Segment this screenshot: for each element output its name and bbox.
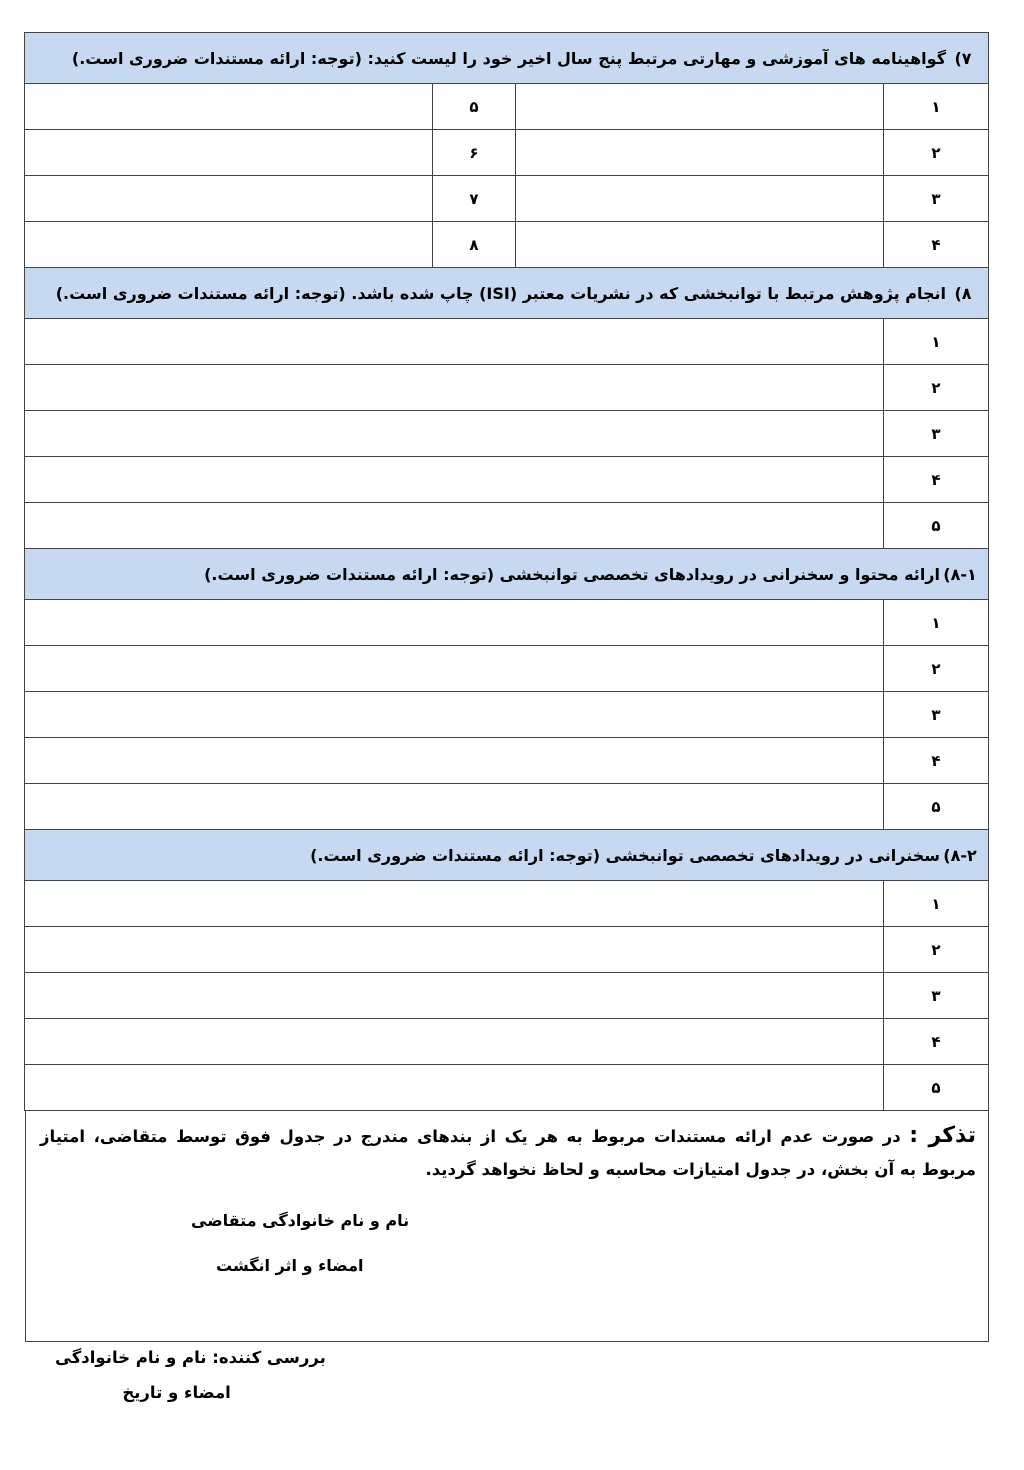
section-8-title: انجام پژوهش مرتبط با توانبخشی که در نشریات معتبر (ISI) چاپ شده باشد. (توجه: ارائه مستندات ضروری است.) — [55, 283, 946, 303]
reviewer-block — [55, 1340, 326, 1410]
applicant-signature-label: امضاء و اثر انگشت — [216, 1256, 364, 1275]
section-8-2-title: سخنرانی در رویدادهای تخصصی توانبخشی (توجه: ارائه مستندات ضروری است.) — [310, 845, 940, 865]
entry-field[interactable] — [24, 692, 883, 738]
section-8-2-number: ۸-۲) — [943, 845, 977, 865]
entry-field[interactable] — [24, 319, 883, 365]
section-7-header — [24, 33, 988, 84]
row-index: ۱ — [884, 319, 989, 365]
row-index: ۷ — [433, 176, 516, 222]
entry-field[interactable] — [24, 600, 883, 646]
section-8-1-title: ارائه محتوا و سخنرانی در رویدادهای تخصصی توانبخشی (توجه: ارائه مستندات ضروری است.) — [204, 564, 940, 584]
entry-field[interactable] — [24, 881, 883, 927]
note-text — [26, 1111, 988, 1186]
reviewer-name-label: بررسی کننده: نام و نام خانوادگی — [55, 1348, 326, 1367]
row-index: ۴ — [884, 1019, 989, 1065]
entry-field[interactable] — [24, 784, 883, 830]
entry-field[interactable] — [516, 130, 884, 176]
entry-field[interactable] — [24, 365, 883, 411]
row-index: ۱ — [884, 881, 989, 927]
entry-field[interactable] — [24, 84, 432, 130]
row-index: ۲ — [884, 927, 989, 973]
entry-field[interactable] — [516, 222, 884, 268]
row-index: ۳ — [884, 411, 989, 457]
entry-field[interactable] — [24, 130, 432, 176]
entry-field[interactable] — [24, 646, 883, 692]
entry-field[interactable] — [24, 1019, 883, 1065]
entry-field[interactable] — [516, 176, 884, 222]
row-index: ۴ — [884, 457, 989, 503]
row-index: ۳ — [884, 176, 989, 222]
row-index: ۸ — [433, 222, 516, 268]
section-8-2-header — [24, 830, 988, 881]
entry-field[interactable] — [24, 176, 432, 222]
entry-field[interactable] — [24, 411, 883, 457]
application-form — [25, 32, 989, 1342]
row-index: ۳ — [884, 973, 989, 1019]
section-8-1-number: ۸-۱) — [943, 564, 977, 584]
note-lead: تذکر : — [909, 1123, 976, 1148]
section-8-header — [24, 268, 988, 319]
entry-field[interactable] — [24, 222, 432, 268]
row-index: ۲ — [884, 646, 989, 692]
applicant-name-label: نام و نام خانوادگی متقاضی — [191, 1211, 410, 1230]
section-8-2-table — [24, 829, 989, 1111]
row-index: ۲ — [884, 130, 989, 176]
section-7-number: ۷) — [954, 48, 972, 68]
note-body: در صورت عدم ارائه مستندات مربوط به هر یک از بندهای مندرج در جدول فوق توسط متقاضی، امتیاز مربوط به آن بخش، در جدول امتیازات محاسبه و لحاظ نخواهد گردید. — [40, 1127, 976, 1179]
entry-field[interactable] — [24, 927, 883, 973]
section-7-title: گواهینامه های آموزشی و مهارتی مرتبط پنج سال اخیر خود را لیست کنید: (توجه: ارائه مستندات ضروری است.) — [71, 48, 946, 68]
row-index: ۱ — [884, 600, 989, 646]
section-8-number: ۸) — [954, 283, 972, 303]
row-index: ۴ — [884, 222, 989, 268]
row-index: ۵ — [433, 84, 516, 130]
entry-field[interactable] — [24, 503, 883, 549]
row-index: ۴ — [884, 738, 989, 784]
row-index: ۵ — [884, 1065, 989, 1111]
entry-field[interactable] — [516, 84, 884, 130]
note-box — [25, 1111, 989, 1342]
row-index: ۶ — [433, 130, 516, 176]
section-8-1-header — [24, 549, 988, 600]
row-index: ۱ — [884, 84, 989, 130]
section-8-1-table — [24, 548, 989, 830]
row-index: ۳ — [884, 692, 989, 738]
section-8-table — [24, 267, 989, 549]
row-index: ۵ — [884, 784, 989, 830]
entry-field[interactable] — [24, 1065, 883, 1111]
reviewer-signature-label: امضاء و تاریخ — [122, 1383, 231, 1402]
row-index: ۲ — [884, 365, 989, 411]
entry-field[interactable] — [24, 738, 883, 784]
entry-field[interactable] — [24, 973, 883, 1019]
entry-field[interactable] — [24, 457, 883, 503]
section-7-table — [24, 32, 989, 268]
row-index: ۵ — [884, 503, 989, 549]
